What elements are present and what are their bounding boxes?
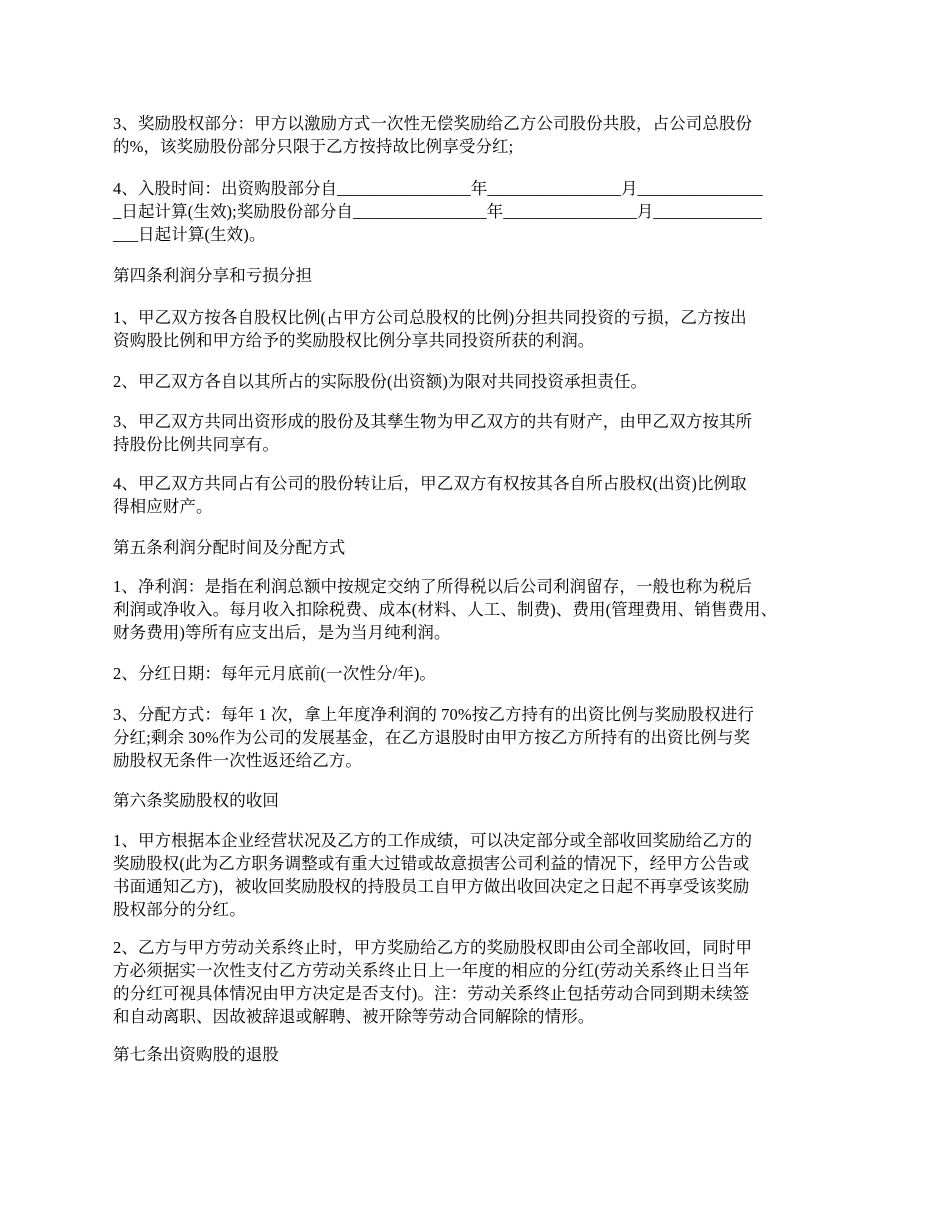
text-line: 2、乙方与甲方劳动关系终止时，甲方奖励给乙方的奖励股权即由公司全部收回，同时甲 [113,938,753,957]
text-line: 3、甲乙双方共同出资形成的股份及其孳生物为甲乙双方的共有财产，由甲乙双方按其所 [113,412,753,431]
paragraph-art4-4 [113,472,849,518]
section-heading-article-5 [113,536,849,559]
paragraph-art4-2 [113,370,849,393]
paragraph-share-time [113,177,849,246]
text-line: 4、入股时间：出资购股部分自________________年________________月_______________ [113,179,763,198]
text-line: 励股权无条件一次性返还给乙方。 [113,751,362,770]
heading-text: 第四条利润分享和亏损分担 [113,266,313,285]
paragraph-reward-equity [113,112,849,158]
text-line: ___日起计算(生效)。 [113,225,266,244]
text-line: 1、甲乙双方按各自股权比例(占甲方公司总股权的比例)分担共同投资的亏损，乙方按出 [113,308,747,327]
text-line: 1、净利润：是指在利润总额中按规定交纳了所得税以后公司利润留存，一般也称为税后 [113,577,753,596]
text-line: 方必须据实一次性支付乙方劳动关系终止日上一年度的相应的分红(劳动关系终止日当年 [113,961,750,980]
paragraph-art5-1 [113,575,849,644]
text-line: 利润或净收入。每月收入扣除税费、成本(材料、人工、制费)、费用(管理费用、销售费用、 [113,600,778,619]
text-line: 和自动离职、因故被辞退或解聘、被开除等劳动合同解除的情形。 [113,1007,595,1026]
paragraph-art5-3 [113,703,849,772]
paragraph-art6-2 [113,936,849,1028]
paragraph-art5-2 [113,662,849,685]
paragraph-art4-3 [113,410,849,456]
text-line: 资购股比例和甲方给予的奖励股权比例分享共同投资所获的利润。 [113,331,595,350]
text-line: 1、甲方根据本企业经营状况及乙方的工作成绩，可以决定部分或全部收回奖励给乙方的 [113,831,753,850]
text-line: 4、甲乙双方共同占有公司的股份转让后，甲乙双方有权按其各自所占股权(出资)比例取 [113,474,747,493]
text-line: 3、分配方式：每年 1 次，拿上年度净利润的 70%按乙方持有的出资比例与奖励股权进行 [113,705,754,724]
section-heading-article-7 [113,1043,849,1066]
text-line: 的%，该奖励股份部分只限于乙方按持故比例享受分红; [113,137,514,156]
text-line: 2、甲乙双方各自以其所占的实际股份(出资额)为限对共同投资承担责任。 [113,372,648,391]
paragraph-art6-1 [113,829,849,921]
heading-text: 第七条出资购股的退股 [113,1045,279,1064]
text-line: 股权部分的分红。 [113,900,246,919]
text-line: 2、分红日期：每年元月底前(一次性分/年)。 [113,664,437,683]
text-line: 分红;剩余 30%作为公司的发展基金，在乙方退股时由甲方按乙方所持有的出资比例与奖 [113,728,751,747]
paragraph-art4-1 [113,306,849,352]
text-line: _日起计算(生效);奖励股份部分自________________年________________月_____________ [113,202,762,221]
text-line: 奖励股权(此为乙方职务调整或有重大过错或故意损害公司利益的情况下，经甲方公告或 [113,854,750,873]
text-line: 财务费用)等所有应支出后，是为当月纯利润。 [113,623,451,642]
section-heading-article-4 [113,264,849,287]
text-line: 持股份比例共同享有。 [113,435,279,454]
heading-text: 第六条奖励股权的收回 [113,791,279,810]
text-line: 书面通知乙方)，被收回奖励股权的持股员工自甲方做出收回决定之日起不再享受该奖励 [113,877,750,896]
text-line: 3、奖励股权部分：甲方以激励方式一次性无偿奖励给乙方公司股份共股，占公司总股份 [113,114,753,133]
text-line: 的分红可视具体情况由甲方决定是否支付)。注：劳动关系终止包括劳动合同到期未续签 [113,984,750,1003]
text-line: 得相应财产。 [113,497,213,516]
heading-text: 第五条利润分配时间及分配方式 [113,538,346,557]
section-heading-article-6 [113,789,849,812]
